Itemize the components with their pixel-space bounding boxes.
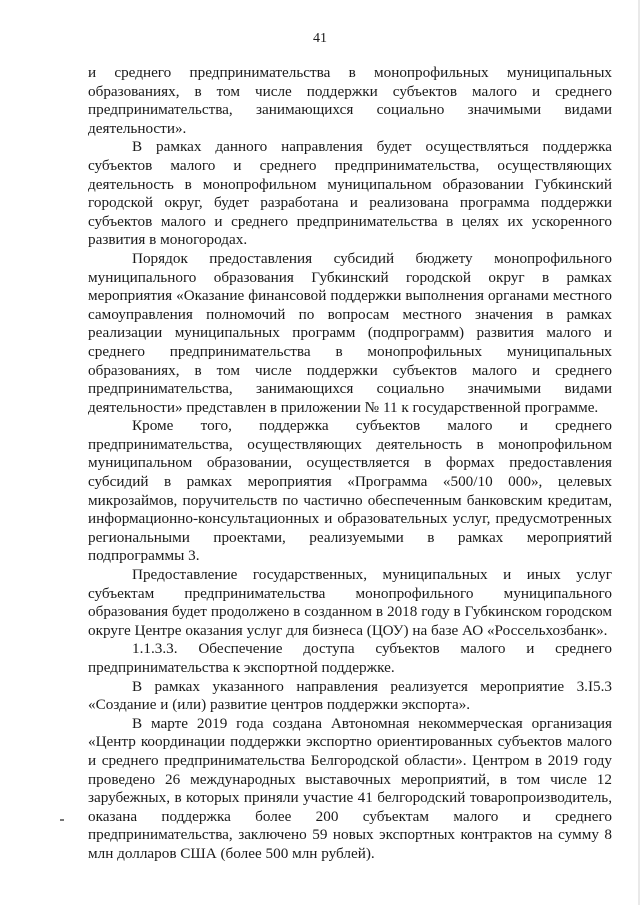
paragraph-continuation: и среднего предпринимательства в монопрофильных муниципальных образованиях, в том числе поддержки субъектов малого и среднего предпринимательства, занимающихся социально значимыми видами деятельности». [88,64,612,137]
paragraph-subsidy-procedure: Порядок предоставления субсидий бюджету монопрофильного муниципального образования Губкинский городской округ в рамках мероприятия «Оказание финансовой поддержки выполнения органами местного самоуправления полномочий по вопросам местного значения в рамках реализации муниципальных программ (подпрограмм) развития малого и среднего предпринимательства в монопрофильных муниципальных образованиях, в том числе поддержки субъектов малого и среднего предпринимательства, занимающихся социально значимыми видами деятельности» представлен в приложении № 11 к государственной программе. [88,249,612,416]
section-heading-export-support: 1.1.3.3. Обеспечение доступа субъектов малого и среднего предпринимательства к экспортной поддержке. [88,640,612,676]
page-number: 41 [313,31,327,46]
document-body [88,64,612,864]
scan-mark [60,819,64,821]
paragraph-export-measure: В рамках указанного направления реализуется мероприятие 3.I5.3 «Создание и (или) развитие центров поддержки экспорта». [88,677,612,714]
paragraph-support-forms: Кроме того, поддержка субъектов малого и среднего предпринимательства, осуществляющих деятельность в монопрофильном муниципальном образовании, осуществляется в формах предоставления субсидий в рамках мероприятия «Программа «500/10 000», целевых микрозаймов, поручительств по частично обеспеченным банковским кредитам, информационно-консультационных и образовательных услуг, предусмотренных региональными проектами, реализуемыми в рамках мероприятий подпрограммы 3. [88,417,612,565]
paragraph-export-center: В марте 2019 года создана Автономная некоммерческая организация «Центр координации поддержки экспортно ориентированных субъектов малого и среднего предпринимательства Белгородской области». Центром в 2019 году проведено 26 международных выставочных мероприятий, в том числе 12 зарубежных, в которых приняли участие 41 белгородский товаропроизводитель, оказана поддержка более 200 субъектам малого и среднего предпринимательства, заключено 59 новых экспортных контрактов на сумму 8 млн долларов США (более 500 млн рублей). [88,714,612,862]
paragraph-monotown-support: В рамках данного направления будет осуществляться поддержка субъектов малого и среднего предпринимательства, осуществляющих деятельность в монопрофильном муниципальном образовании Губкинский городской округ, будет разработана и реализована программа поддержки субъектов малого и среднего предпринимательства в целях их ускоренного развития в моногородах. [88,138,612,249]
paragraph-service-center: Предоставление государственных, муниципальных и иных услуг субъектам предпринимательства монопрофильного муниципального образования будет продолжено в созданном в 2018 году в Губкинском городском округе Центре оказания услуг для бизнеса (ЦОУ) на базе АО «Россельхозбанк». [88,566,612,639]
